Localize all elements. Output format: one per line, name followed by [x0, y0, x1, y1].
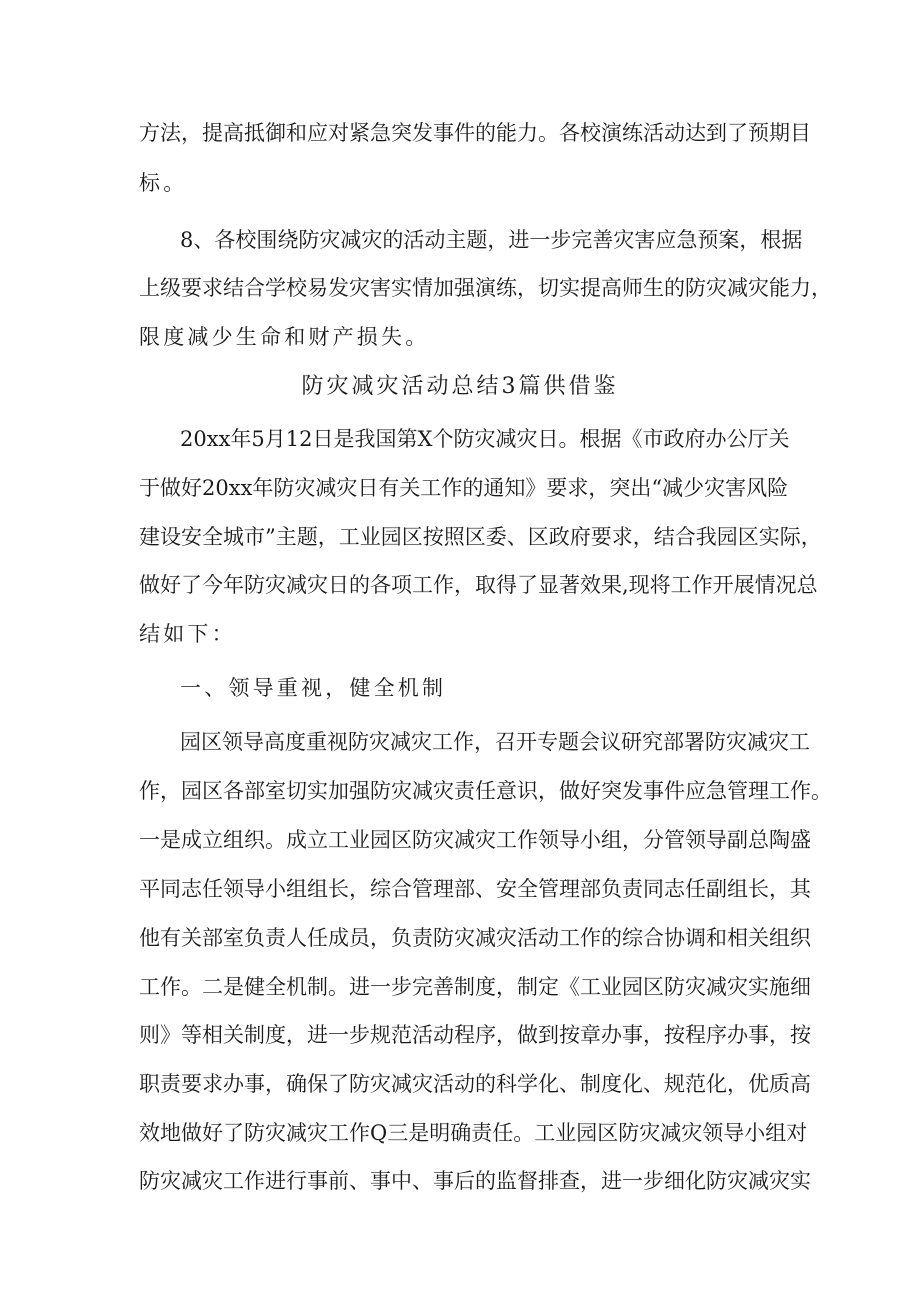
text-line: 上级要求结合学校易发灾害实情加强演练，切实提高师生的防灾减灾能力，	[139, 276, 832, 300]
text-line: 8、各校围绕防灾减灾的活动主题，进一步完善灾害应急预案，根据	[180, 228, 803, 252]
text-line: 园区领导高度重视防灾减灾工作，召开专题会议研究部署防灾减灾工	[180, 730, 810, 754]
text-line: 20xx年5月12日是我国第X个防灾减灾日。根据《市政府办公厅关	[180, 427, 790, 451]
text-line: 工作。二是健全机制。进一步完善制度，制定《工业园区防灾减灾实施细	[139, 975, 811, 999]
text-line: 则》等相关制度，进一步规范活动程序，做到按章办事，按程序办事，按	[139, 1023, 811, 1047]
text-line: 于做好20xx年防灾减灾日有关工作的通知》要求，突出“减少灾害风险	[139, 476, 789, 500]
text-line: 做好了今年防灾减灾日的各项工作，取得了显著效果,现将工作开展情况总	[139, 573, 818, 597]
section-title: 防灾减灾活动总结3篇供借鉴	[301, 374, 619, 399]
text-line: 作，园区各部室切实加强防灾减灾责任意识，做好突发事件应急管理工作。	[139, 779, 832, 803]
text-line: 平同志任领导小组组长，综合管理部、安全管理部负责同志任副组长，其	[139, 877, 811, 901]
text-line: 一是成立组织。成立工业园区防灾减灾工作领导小组，分管领导副总陶盛	[139, 828, 811, 852]
text-line: 效地做好了防灾减灾工作Q三是明确责任。工业园区防灾减灾领导小组对	[139, 1121, 808, 1145]
text-line: 限度减少生命和财产损失。	[139, 325, 430, 349]
text-line: 防灾减灾工作进行事前、事中、事后的监督排查，进一步细化防灾减灾实	[139, 1169, 811, 1193]
text-line: 标。	[139, 171, 188, 195]
text-line: 职责要求办事，确保了防灾减灾活动的科学化、制度化、规范化，优质高	[139, 1072, 811, 1096]
text-line: 方法，提高抵御和应对紧急突发事件的能力。各校演练活动达到了预期目	[139, 121, 811, 145]
section-heading: 一、领导重视，健全机制	[180, 676, 447, 700]
text-line: 他有关部室负责人任成员，负责防灾减灾活动工作的综合协调和相关组织	[139, 926, 811, 950]
text-line: 建设安全城市”主题，工业园区按照区委、区政府要求，结合我园区实际，	[139, 525, 822, 549]
text-line: 结如下：	[139, 622, 236, 646]
